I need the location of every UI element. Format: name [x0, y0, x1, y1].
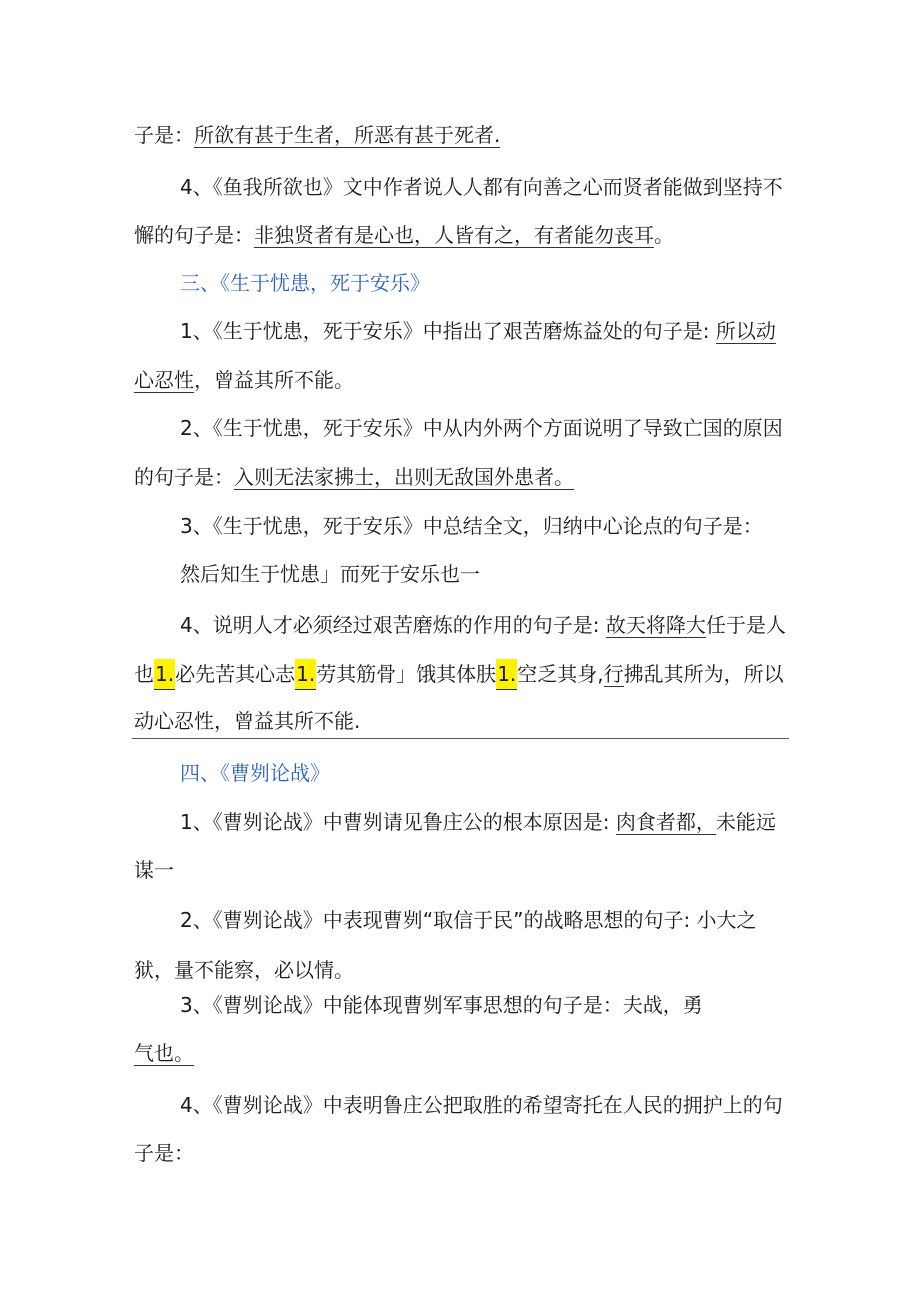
line-text: 懈的句子是： — [134, 223, 254, 247]
divider-line — [132, 738, 789, 739]
question-line — [180, 610, 786, 640]
highlighted-marker: 1. — [496, 659, 517, 690]
underlined-answer: 故天将降大 — [605, 613, 706, 637]
text-line — [180, 559, 480, 589]
line-text: 2、《生于忧患，死于安乐》中从内外两个方面说明了导致亡国的原因 — [180, 416, 783, 440]
line-text: 然后知生于忧患」而死于安乐也一 — [180, 562, 480, 586]
line-text: 子是： — [134, 1141, 194, 1165]
text-line — [134, 462, 574, 492]
line-text: 4、说明人才必须经过艰苦磨炼的作用的句子是: — [180, 613, 606, 637]
section-heading: 四、《曹刿论战》 — [180, 761, 330, 785]
text-line — [134, 855, 174, 885]
underlined-answer: 心忍性 — [134, 368, 194, 392]
line-text: 任于是人 — [705, 613, 786, 637]
highlighted-marker: 1. — [295, 659, 316, 690]
line-text: 劳其筋骨」饿其体肤 — [316, 662, 497, 686]
line-text: 3、《生于忧患，死于安乐》中总结全文，归纳中心论点的句子是： — [180, 514, 763, 538]
line-text: 4、《鱼我所欲也》文中作者说人人都有向善之心而贤者能做到坚持不 — [180, 175, 783, 199]
underlined-answer: 气也。 — [134, 1041, 194, 1065]
question-line — [180, 172, 783, 202]
question-line — [180, 1090, 783, 1120]
text-line — [134, 1138, 194, 1168]
line-text: 3、《曹刿论战》中能体现曹刿军事思想的句子是：夫战，勇 — [180, 993, 703, 1017]
text-line — [134, 706, 360, 736]
line-text: 谋一 — [134, 858, 174, 882]
line-text: 1、《生于忧患，死于安乐》中指出了艰苦磨炼益处的句子是: — [180, 319, 716, 343]
question-line — [180, 905, 757, 935]
line-text: 动心忍性，曾益其所不能. — [134, 709, 361, 733]
line-text: 的句子是： — [134, 465, 234, 489]
line-text: 未能远 — [715, 810, 776, 834]
highlighted-marker: 1. — [154, 659, 175, 690]
underlined-answer: 肉食者都， — [615, 810, 716, 834]
line-text: 必先苦其心志 — [175, 662, 296, 686]
line-text: 4、《曹刿论战》中表明鲁庄公把取胜的希望寄托在人民的拥护上的句 — [180, 1093, 783, 1117]
line-text: 也 — [134, 662, 154, 686]
text-line — [134, 220, 674, 250]
question-line — [180, 990, 703, 1020]
line-text: 子是： — [134, 123, 194, 147]
section-heading: 三、《生于忧患，死于安乐》 — [180, 271, 430, 295]
question-line — [180, 316, 776, 346]
text-line — [134, 955, 354, 985]
text-line — [134, 120, 500, 150]
line-text: 拂乱其所为，所以 — [623, 662, 784, 686]
underlined-answer: 所欲有甚于生者，所恶有甚于死者. — [194, 123, 501, 147]
line-text: 狱，量不能察，必以情。 — [134, 958, 354, 982]
line-text: 2、《曹刿论战》中表现曹刿“取信于民”的战略思想的句子: 小大之 — [180, 908, 757, 932]
question-line — [180, 413, 783, 443]
line-text: 。 — [654, 223, 674, 247]
underlined-answer: 行 — [603, 662, 624, 686]
underlined-answer: 入则无法家拂士，出则无敌国外患者。 — [234, 465, 574, 489]
question-line — [180, 511, 763, 541]
underlined-answer: 所以动 — [715, 319, 776, 343]
line-text: 1、《曹刿论战》中曹刿请见鲁庄公的根本原因是: — [180, 810, 616, 834]
text-line — [134, 365, 354, 395]
line-text: 空乏其身, — [517, 662, 604, 686]
text-line — [134, 1038, 194, 1068]
line-text: ，曾益其所不能。 — [194, 368, 354, 392]
question-line — [180, 807, 776, 837]
underlined-answer: 非独贤者有是心也，人皆有之，有者能勿丧耳 — [254, 223, 654, 247]
text-line — [134, 659, 784, 690]
